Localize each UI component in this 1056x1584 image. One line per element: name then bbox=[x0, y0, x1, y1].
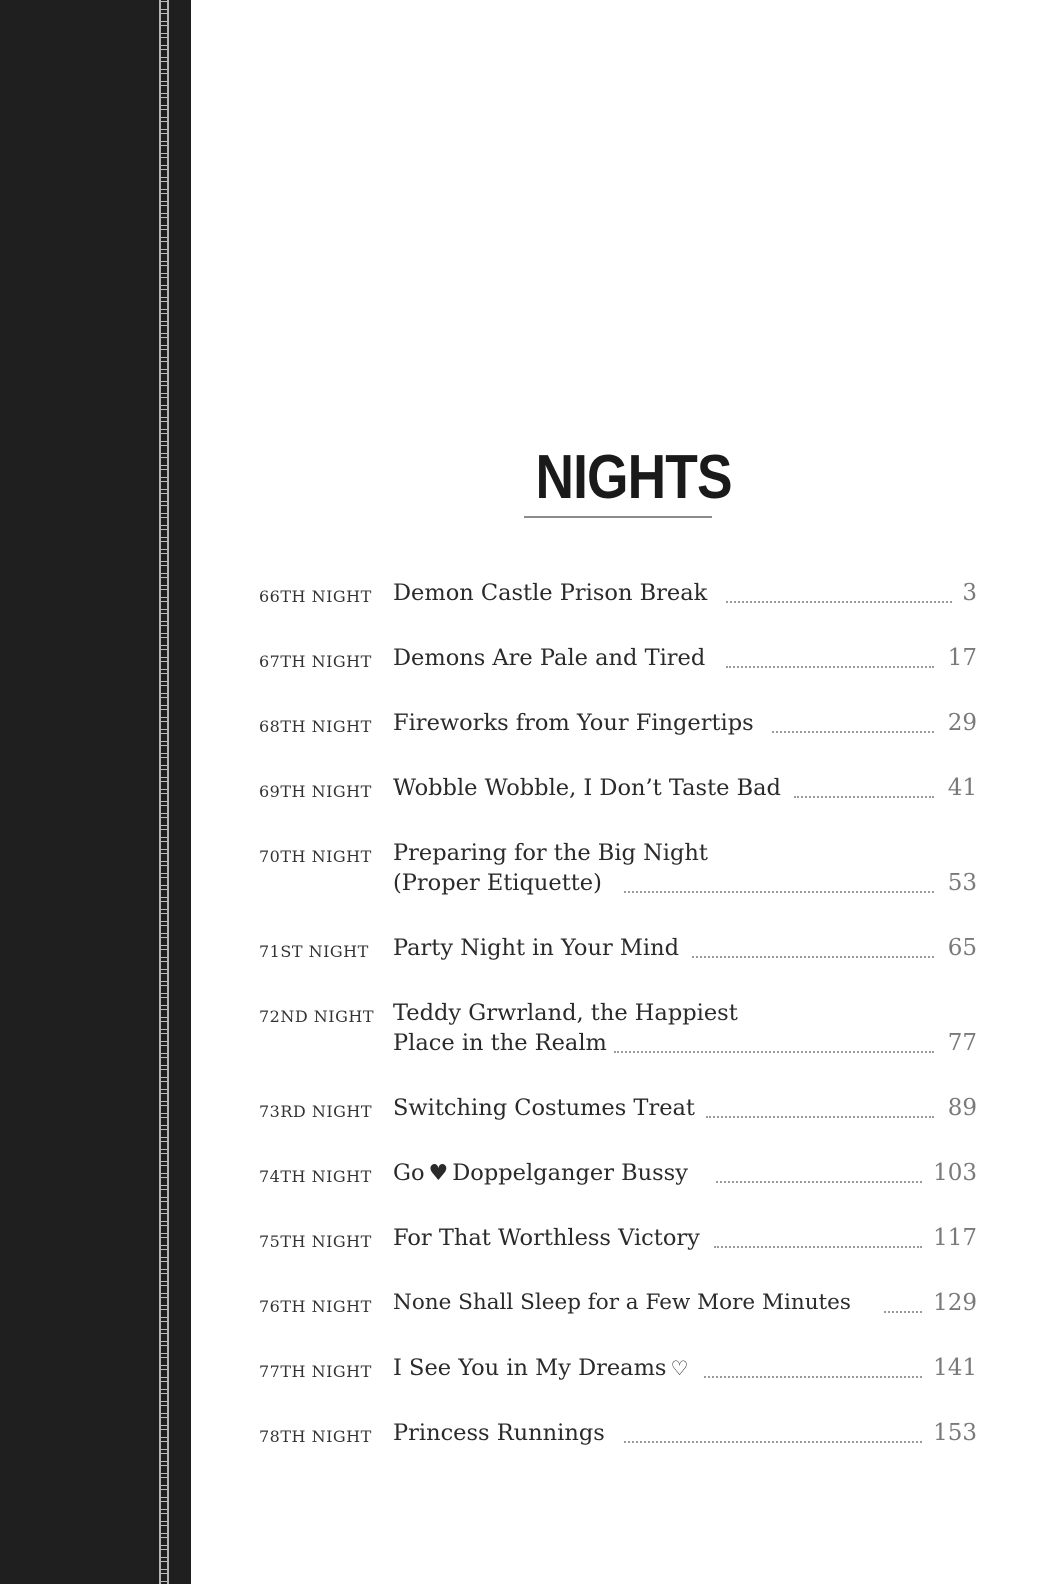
chain-border-decoration bbox=[159, 0, 169, 1584]
night-label: 67TH NIGHT bbox=[259, 652, 372, 671]
leader-dots bbox=[704, 1376, 922, 1378]
night-label: 75TH NIGHT bbox=[259, 1232, 372, 1251]
leader-dots bbox=[624, 1441, 922, 1443]
leader-dots bbox=[794, 796, 934, 798]
leader-dots bbox=[716, 1181, 922, 1183]
night-label: 72ND NIGHT bbox=[259, 1007, 374, 1026]
chapter-title-part-1: I See You in My Dreams bbox=[393, 1355, 667, 1381]
page-number: 41 bbox=[947, 775, 977, 801]
page-number: 141 bbox=[933, 1355, 977, 1381]
page-number: 117 bbox=[933, 1225, 977, 1251]
chapter-title: Switching Costumes Treat bbox=[393, 1095, 695, 1121]
night-label: 66TH NIGHT bbox=[259, 587, 372, 606]
leader-dots bbox=[714, 1246, 922, 1248]
leader-dots bbox=[726, 601, 952, 603]
leader-dots bbox=[624, 891, 934, 893]
chapter-title: None Shall Sleep for a Few More Minutes bbox=[393, 1290, 851, 1315]
chapter-title-line-1: Teddy Grwrland, the Happiest bbox=[393, 1000, 738, 1026]
chapter-title-part-1: Go bbox=[393, 1160, 425, 1186]
page-number: 3 bbox=[962, 580, 977, 606]
chapter-title: Fireworks from Your Fingertips bbox=[393, 710, 754, 736]
chapter-title bbox=[393, 1160, 688, 1186]
chapter-title: For That Worthless Victory bbox=[393, 1225, 700, 1251]
leader-dots bbox=[884, 1311, 922, 1313]
night-label: 77TH NIGHT bbox=[259, 1362, 372, 1381]
chapter-title: Demons Are Pale and Tired bbox=[393, 645, 706, 671]
night-label: 71ST NIGHT bbox=[259, 942, 369, 961]
night-label: 73RD NIGHT bbox=[259, 1102, 373, 1121]
page-number: 89 bbox=[947, 1095, 977, 1121]
page-number: 153 bbox=[933, 1420, 977, 1446]
outline-heart-icon: ♡ bbox=[670, 1356, 689, 1380]
night-label: 68TH NIGHT bbox=[259, 717, 372, 736]
page-number: 129 bbox=[933, 1290, 977, 1316]
chapter-title: Demon Castle Prison Break bbox=[393, 580, 708, 606]
chapter-title-line-2: Place in the Realm bbox=[393, 1030, 607, 1056]
page-number: 29 bbox=[947, 710, 977, 736]
chapter-title-part-2: Doppelganger Bussy bbox=[452, 1160, 688, 1186]
page-title: NIGHTS bbox=[535, 443, 732, 512]
filled-heart-icon: ♥ bbox=[428, 1161, 449, 1186]
leader-dots bbox=[772, 731, 934, 733]
leader-dots bbox=[706, 1116, 934, 1118]
chapter-title bbox=[393, 1355, 692, 1381]
night-label: 69TH NIGHT bbox=[259, 782, 372, 801]
night-label: 78TH NIGHT bbox=[259, 1427, 372, 1446]
leader-dots bbox=[692, 956, 934, 958]
chapter-title: Wobble Wobble, I Don’t Taste Bad bbox=[393, 775, 781, 801]
page-number: 103 bbox=[933, 1160, 977, 1186]
page-number: 17 bbox=[947, 645, 977, 671]
title-underline bbox=[524, 516, 712, 518]
page-number: 53 bbox=[947, 870, 977, 896]
chapter-title: Party Night in Your Mind bbox=[393, 935, 679, 961]
page-number: 65 bbox=[947, 935, 977, 961]
page-number: 77 bbox=[947, 1030, 977, 1056]
leader-dots bbox=[614, 1051, 934, 1053]
night-label: 76TH NIGHT bbox=[259, 1297, 372, 1316]
chapter-title-line-1: Preparing for the Big Night bbox=[393, 840, 708, 866]
night-label: 74TH NIGHT bbox=[259, 1167, 372, 1186]
leader-dots bbox=[726, 666, 934, 668]
night-label: 70TH NIGHT bbox=[259, 847, 372, 866]
chapter-title: Princess Runnings bbox=[393, 1420, 605, 1446]
chapter-title-line-2: (Proper Etiquette) bbox=[393, 870, 602, 896]
